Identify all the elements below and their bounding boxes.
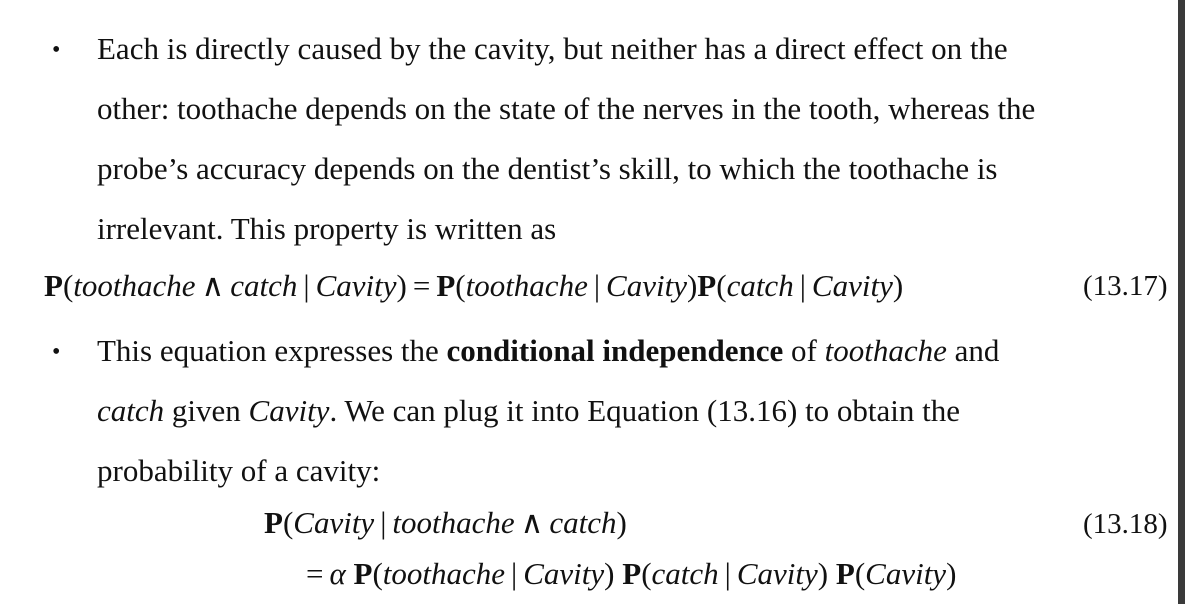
equation-number-13-17: (13.17) bbox=[1083, 270, 1168, 302]
equation-13-17: P(toothache ∧ catch | Cavity) = P(toothache | Cavity)P(catch | Cavity) bbox=[44, 268, 904, 303]
paragraph-1-line-1: Each is directly caused by the cavity, but neither has a direct effect on the bbox=[97, 31, 1008, 66]
equation-13-18-line-2: = α P(toothache | Cavity) P(catch | Cavity) P(Cavity) bbox=[306, 556, 957, 591]
paragraph-2-line-3: probability of a cavity: bbox=[97, 453, 381, 488]
equation-number-13-18: (13.18) bbox=[1083, 508, 1168, 540]
bullet-marker: • bbox=[52, 339, 61, 365]
paragraph-2-line-2: catch given Cavity. We can plug it into Equation (13.16) to obtain the bbox=[97, 393, 961, 428]
paragraph-1-line-2: other: toothache depends on the state of the nerves in the tooth, whereas the bbox=[97, 91, 1036, 126]
paragraph-1-line-3: probe’s accuracy depends on the dentist’s skill, to which the toothache is bbox=[97, 151, 998, 186]
paragraph-1-line-4: irrelevant. This property is written as bbox=[97, 211, 557, 246]
paragraph-2-line-1: This equation expresses the conditional independence of toothache and bbox=[97, 333, 1000, 368]
bullet-marker: • bbox=[52, 37, 61, 63]
page-right-edge bbox=[1178, 0, 1185, 604]
equation-13-18-line-1: P(Cavity | toothache ∧ catch) bbox=[264, 505, 627, 540]
